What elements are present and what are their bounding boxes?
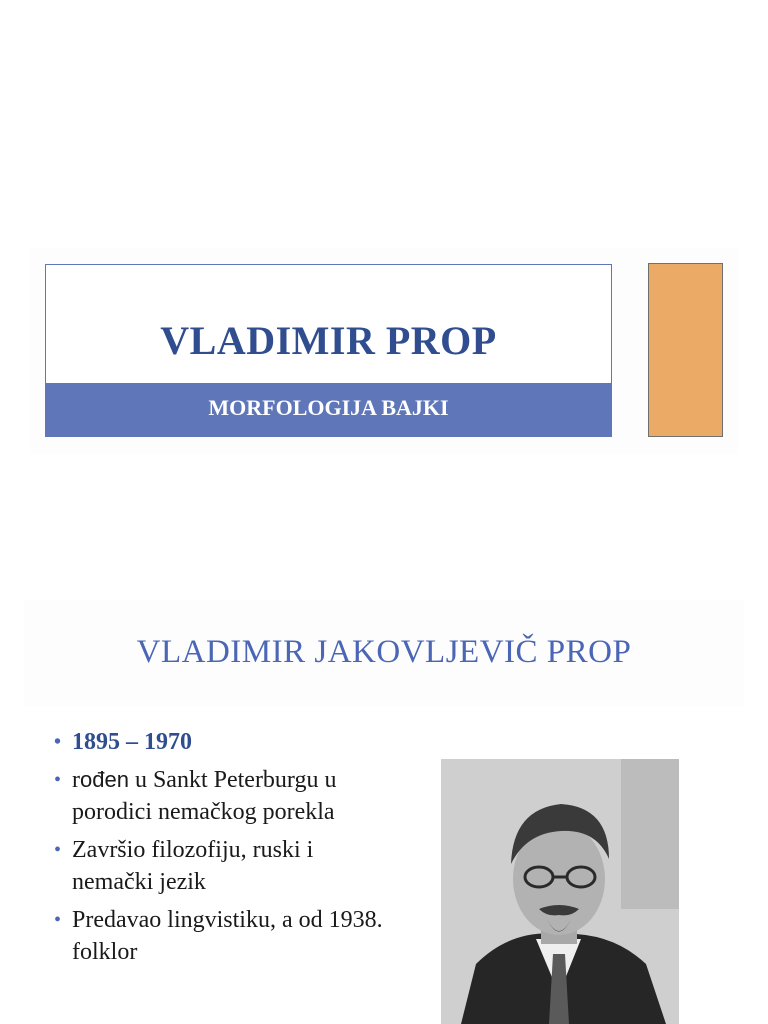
years-text: 1895 – 1970 — [72, 729, 192, 755]
bullet-born — [54, 764, 384, 828]
studied-text: Završio filozofiju, ruski i nemački jezik — [72, 837, 314, 895]
main-title: VLADIMIR PROP — [160, 318, 497, 363]
bullet-taught — [54, 904, 384, 968]
born-rest: u Sankt Peterburgu u porodici nemačkog porekla — [72, 767, 337, 825]
born-prefix: r — [72, 767, 80, 793]
bullet-studied — [54, 834, 384, 898]
taught-text: Predavao lingvistiku, a od 1938. folklor — [72, 907, 383, 965]
bullet-list — [54, 726, 384, 974]
title-box — [45, 264, 612, 437]
slide-2-title: VLADIMIR JAKOVLJEVIČ PROP — [136, 634, 632, 670]
subtitle-text: MORFOLOGIJA BAJKI — [208, 395, 449, 420]
portrait-illustration — [441, 759, 679, 1024]
born-word: ođen — [80, 767, 129, 792]
portrait-photo — [441, 759, 679, 1024]
orange-accent-block — [648, 263, 723, 437]
bullet-years — [54, 726, 384, 758]
subtitle-band — [46, 383, 611, 437]
